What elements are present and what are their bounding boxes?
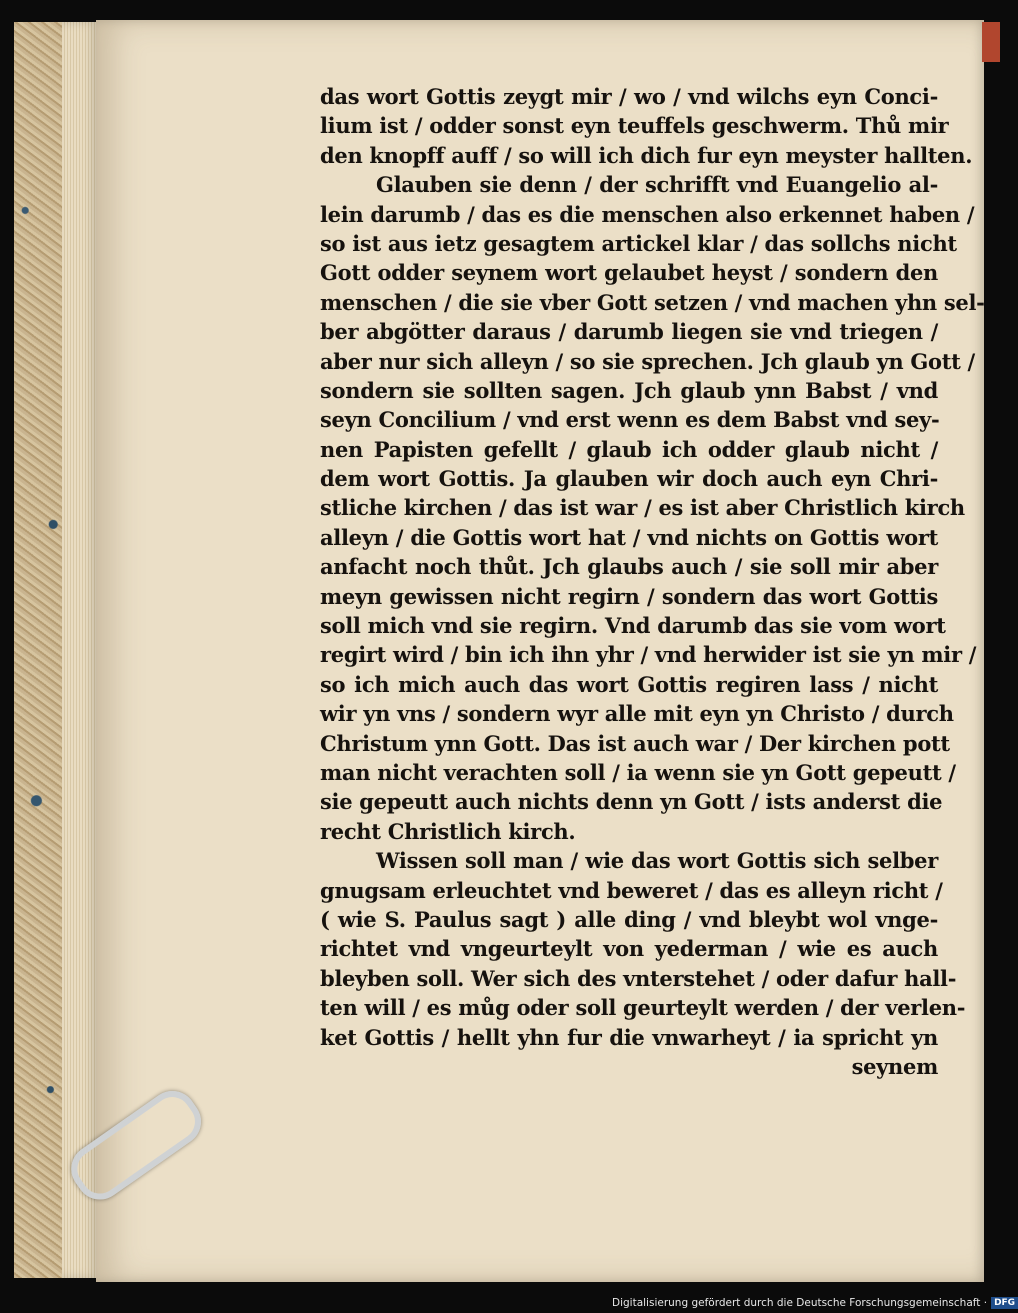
text-line: recht Christlich kirch. [320,818,576,844]
digitization-credit [612,1296,1018,1310]
text-line: ket Gottis / hellt yhn fur die vnwarheyt / ia spricht yn [320,1024,938,1050]
text-line: so ich mich auch das wort Gottis regiren lass / nicht [320,671,938,697]
text-line: den knopff auff / so will ich dich fur eyn meyster hallten. [320,142,973,168]
text-line: seynem [851,1053,938,1079]
text-line: aber nur sich alleyn / so sie sprechen. Jch glaub yn Gott / [320,348,975,374]
text-line: lein darumb / das es die menschen also erkennet haben / [320,201,975,227]
text-line: Gott odder seynem wort gelaubet heyst / sondern den [320,260,938,286]
text-line: Christum ynn Gott. Das ist auch war / Der kirchen pott [320,730,950,756]
text-line: dem wort Gottis. Ja glauben wir doch auch eyn Chri- [320,466,938,492]
text-line: man nicht verachten soll / ia wenn sie yn Gott gepeutt / [320,759,956,785]
text-line: seyn Concilium / vnd erst wenn es dem Babst vnd sey- [320,407,940,433]
text-line: stliche kirchen / das ist war / es ist aber Christlich kirch [320,495,965,521]
text-line: ( wie S. Paulus sagt ) alle ding / vnd bleybt wol vnge- [320,906,938,932]
text-line: regirt wird / bin ich ihn yhr / vnd herwider ist sie yn mir / [320,642,977,668]
text-line: sondern sie sollten sagen. Jch glaub ynn Babst / vnd [320,377,938,403]
text-line: Glauben sie denn / der schrifft vnd Euangelio al- [376,172,938,198]
text-line: alleyn / die Gottis wort hat / vnd nichts on Gottis wort [320,524,938,550]
page-edges [62,22,98,1278]
text-line: wir yn vns / sondern wyr alle mit eyn yn Christo / durch [320,701,954,727]
dfg-logo: DFG [991,1297,1018,1309]
credit-text: Digitalisierung gefördert durch die Deutsche Forschungsgemeinschaft · [612,1297,988,1309]
text-line: anfacht noch thůt. Jch glaubs auch / sie soll mir aber [320,554,938,580]
text-line: ten will / es můg oder soll geurteylt werden / der verlen- [320,995,966,1021]
text-line: meyn gewissen nicht regirn / sondern das wort Gottis [320,583,938,609]
text-line: gnugsam erleuchtet vnd beweret / das es alleyn richt / [320,877,943,903]
text-line: das wort Gottis zeygt mir / wo / vnd wilchs eyn Conci- [320,84,938,109]
text-line: menschen / die sie vber Gott setzen / vnd machen yhn sel- [320,289,985,315]
text-line: richtet vnd vngeurteylt von yederman / wie es auch [320,936,938,962]
text-line: Wissen soll man / wie das wort Gottis sich selber [376,848,938,874]
text-line: so ist aus ietz gesagtem artickel klar / das sollchs nicht [320,230,957,256]
text-line: nen Papisten gefellt / glaub ich odder glaub nicht / [320,436,938,462]
page-text [320,82,985,1081]
text-line: bleyben soll. Wer sich des vnterstehet / oder dafur hall- [320,965,957,991]
text-line: ber abgötter daraus / darumb liegen sie vnd triegen / [320,319,938,345]
bookmark-corner [982,22,1000,62]
text-line: soll mich vnd sie regirn. Vnd darumb das sie vom wort [320,613,946,639]
text-line: sie gepeutt auch nichts denn yn Gott / ists anderst die [320,789,943,815]
text-line: lium ist / odder sonst eyn teuffels geschwerm. Thů mir [320,113,949,139]
